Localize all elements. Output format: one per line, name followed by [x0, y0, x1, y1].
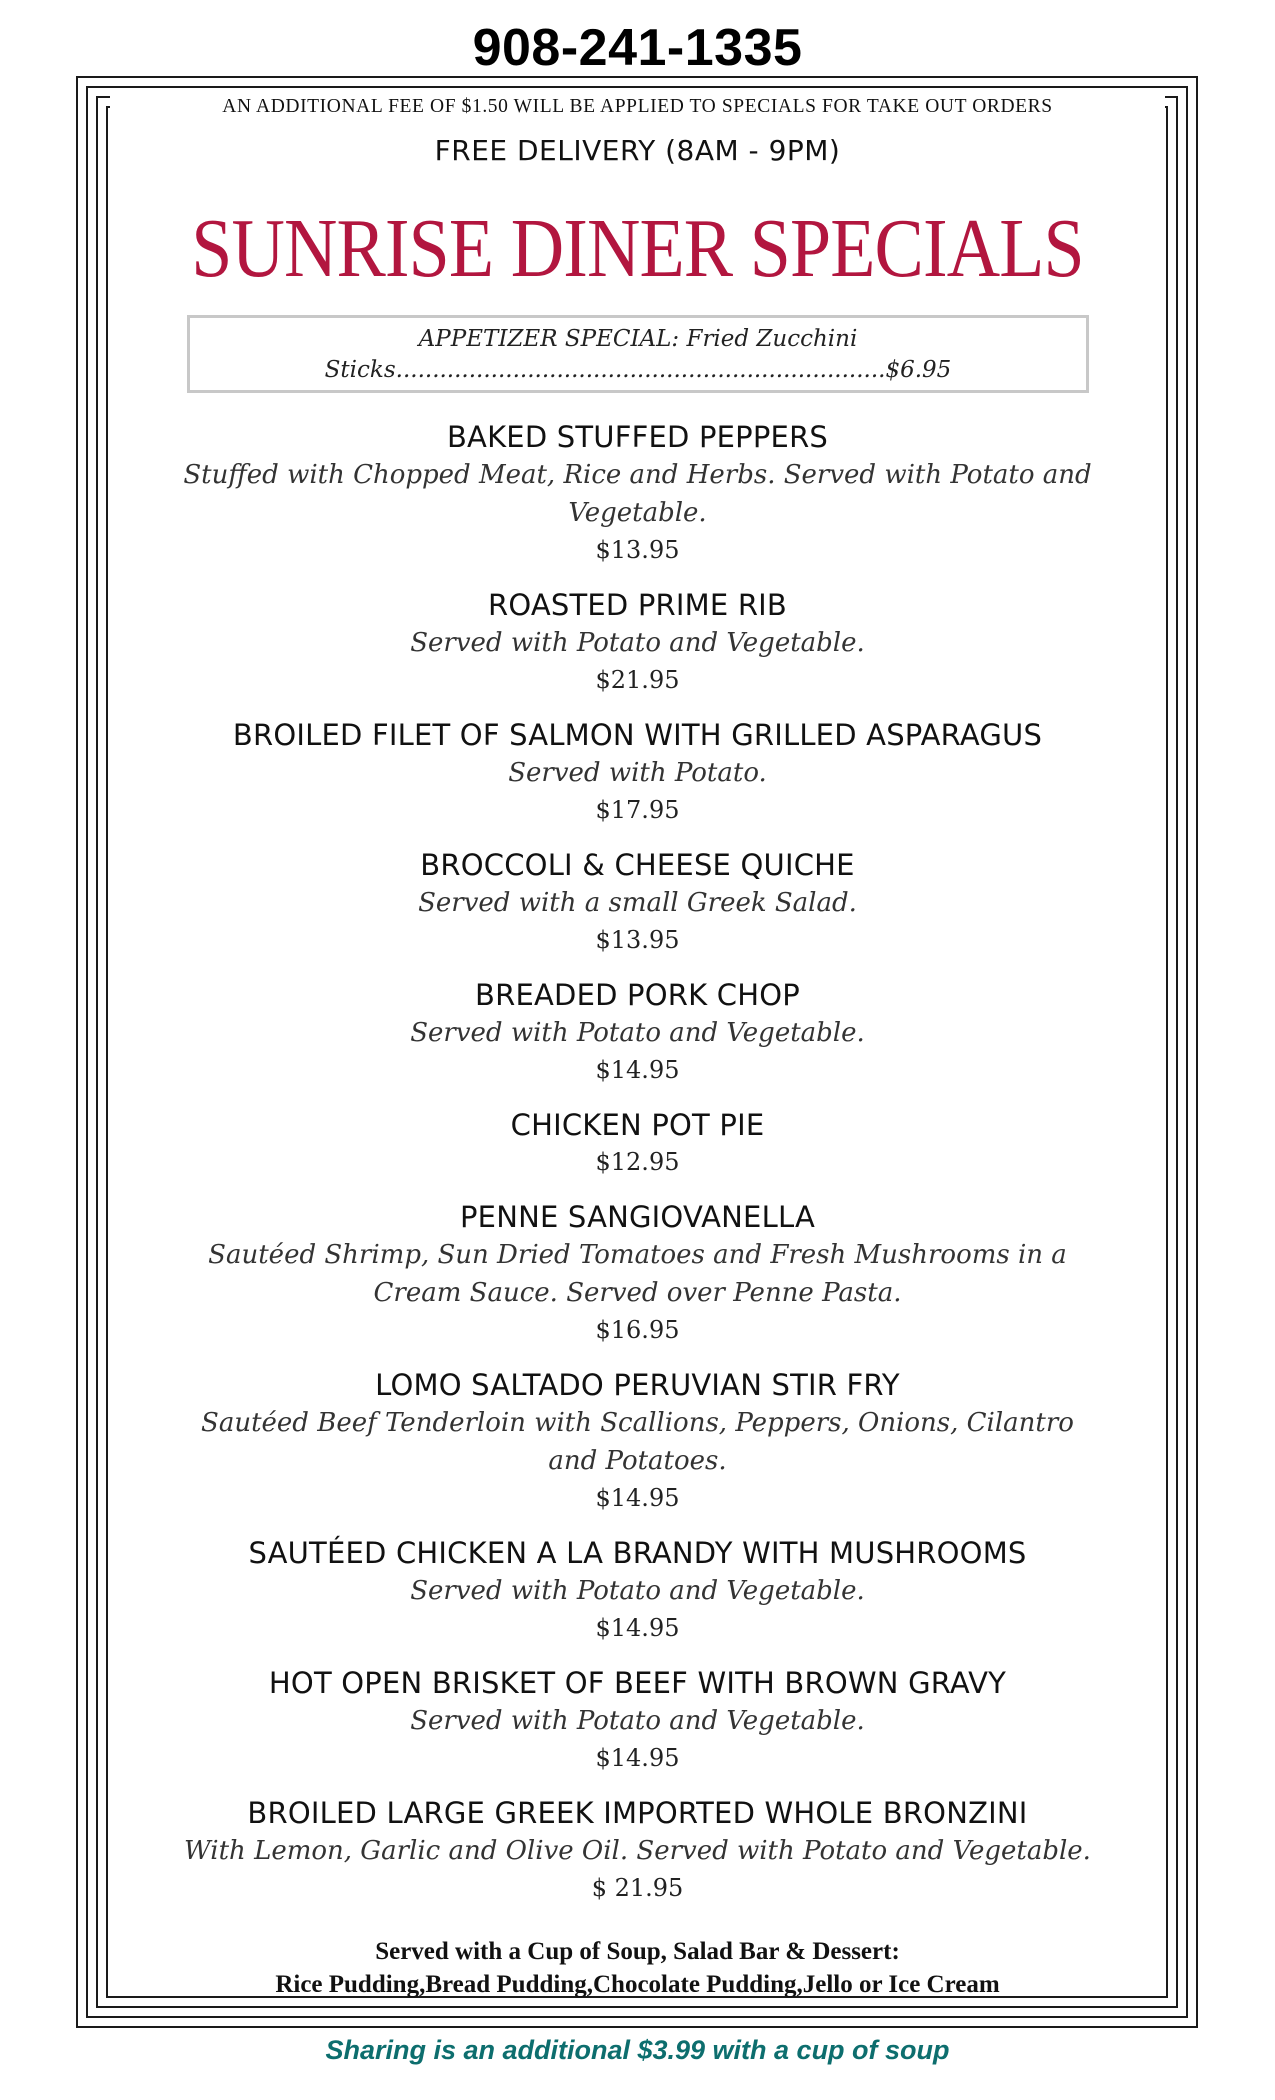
item-description: Served with Potato and Vegetable.	[410, 1706, 865, 1736]
appetizer-line-1: APPETIZER SPECIAL: Fried Zucchini	[418, 326, 858, 352]
menu-item	[180, 976, 1095, 1088]
item-description: Served with Potato and Vegetable.	[410, 1018, 865, 1048]
menu-item	[180, 586, 1095, 698]
phone-number: 908-241-1335	[472, 19, 803, 77]
menu-item	[180, 418, 1095, 568]
item-description: Sautéed Shrimp, Sun Dried Tomatoes and Fresh Mushrooms in a Cream Sauce. Served over Penne Pasta.	[208, 1240, 1067, 1308]
item-description: Stuffed with Chopped Meat, Rice and Herbs. Served with Potato and Vegetable.	[183, 460, 1092, 528]
item-name: BREADED PORK CHOP	[475, 978, 800, 1012]
item-description: Served with Potato and Vegetable.	[410, 628, 865, 658]
item-name: HOT OPEN BRISKET OF BEEF WITH BROWN GRAVY	[268, 1666, 1007, 1700]
specials-list	[180, 418, 1095, 1924]
menu-title: SUNRISE DINER SPECIALS	[191, 202, 1084, 295]
item-price: $16.95	[595, 1316, 680, 1344]
item-name: BROILED FILET OF SALMON WITH GRILLED ASPARAGUS	[232, 718, 1043, 752]
menu-item	[180, 846, 1095, 958]
menu-item	[180, 1794, 1095, 1906]
item-price: $17.95	[595, 796, 680, 824]
item-price: $14.95	[595, 1744, 680, 1772]
served-with-line-1: Served with a Cup of Soup, Salad Bar & Dessert:	[375, 1938, 900, 1965]
appetizer-line-2: Sticks...................................................................$6.95	[324, 357, 952, 383]
item-name: LOMO SALTADO PERUVIAN STIR FRY	[375, 1368, 900, 1402]
item-price: $13.95	[595, 536, 680, 564]
menu-item	[180, 1106, 1095, 1180]
item-price: $14.95	[595, 1484, 680, 1512]
item-name: SAUTÉED CHICKEN A LA BRANDY WITH MUSHROOMS	[248, 1536, 1027, 1570]
takeout-fee-notice: AN ADDITIONAL FEE OF $1.50 WILL BE APPLIED TO SPECIALS FOR TAKE OUT ORDERS	[110, 96, 1165, 118]
menu-item	[180, 1366, 1095, 1516]
item-name: PENNE SANGIOVANELLA	[459, 1200, 815, 1234]
delivery-notice: FREE DELIVERY (8AM - 9PM)	[434, 134, 841, 167]
menu-item	[180, 1664, 1095, 1776]
item-price: $21.95	[595, 666, 680, 694]
sharing-fee-note: Sharing is an additional $3.99 with a cup of soup	[325, 2035, 950, 2065]
item-name: BROILED LARGE GREEK IMPORTED WHOLE BRONZINI	[247, 1796, 1028, 1830]
served-with-line-2: Rice Pudding,Bread Pudding,Chocolate Pudding,Jello or Ice Cream	[275, 1971, 1000, 1998]
item-price: $14.95	[595, 1056, 680, 1084]
item-name: BROCCOLI & CHEESE QUICHE	[420, 848, 855, 882]
menu-item	[180, 1198, 1095, 1348]
item-price: $14.95	[595, 1614, 680, 1642]
menu-item	[180, 1534, 1095, 1646]
item-description: Sautéed Beef Tenderloin with Scallions, Peppers, Onions, Cilantro and Potatoes.	[201, 1408, 1074, 1476]
item-name: CHICKEN POT PIE	[510, 1108, 765, 1142]
served-with-note	[0, 1935, 1275, 2001]
item-price: $12.95	[595, 1148, 680, 1176]
item-price: $13.95	[595, 926, 680, 954]
item-price: $ 21.95	[591, 1874, 684, 1902]
item-description: Served with Potato and Vegetable.	[410, 1576, 865, 1606]
appetizer-special-box	[187, 315, 1089, 393]
item-description: With Lemon, Garlic and Olive Oil. Served with Potato and Vegetable.	[184, 1836, 1091, 1866]
item-description: Served with a small Greek Salad.	[418, 888, 857, 918]
menu-item	[180, 716, 1095, 828]
item-name: ROASTED PRIME RIB	[487, 588, 788, 622]
item-description: Served with Potato.	[508, 758, 767, 788]
item-name: BAKED STUFFED PEPPERS	[446, 420, 829, 454]
